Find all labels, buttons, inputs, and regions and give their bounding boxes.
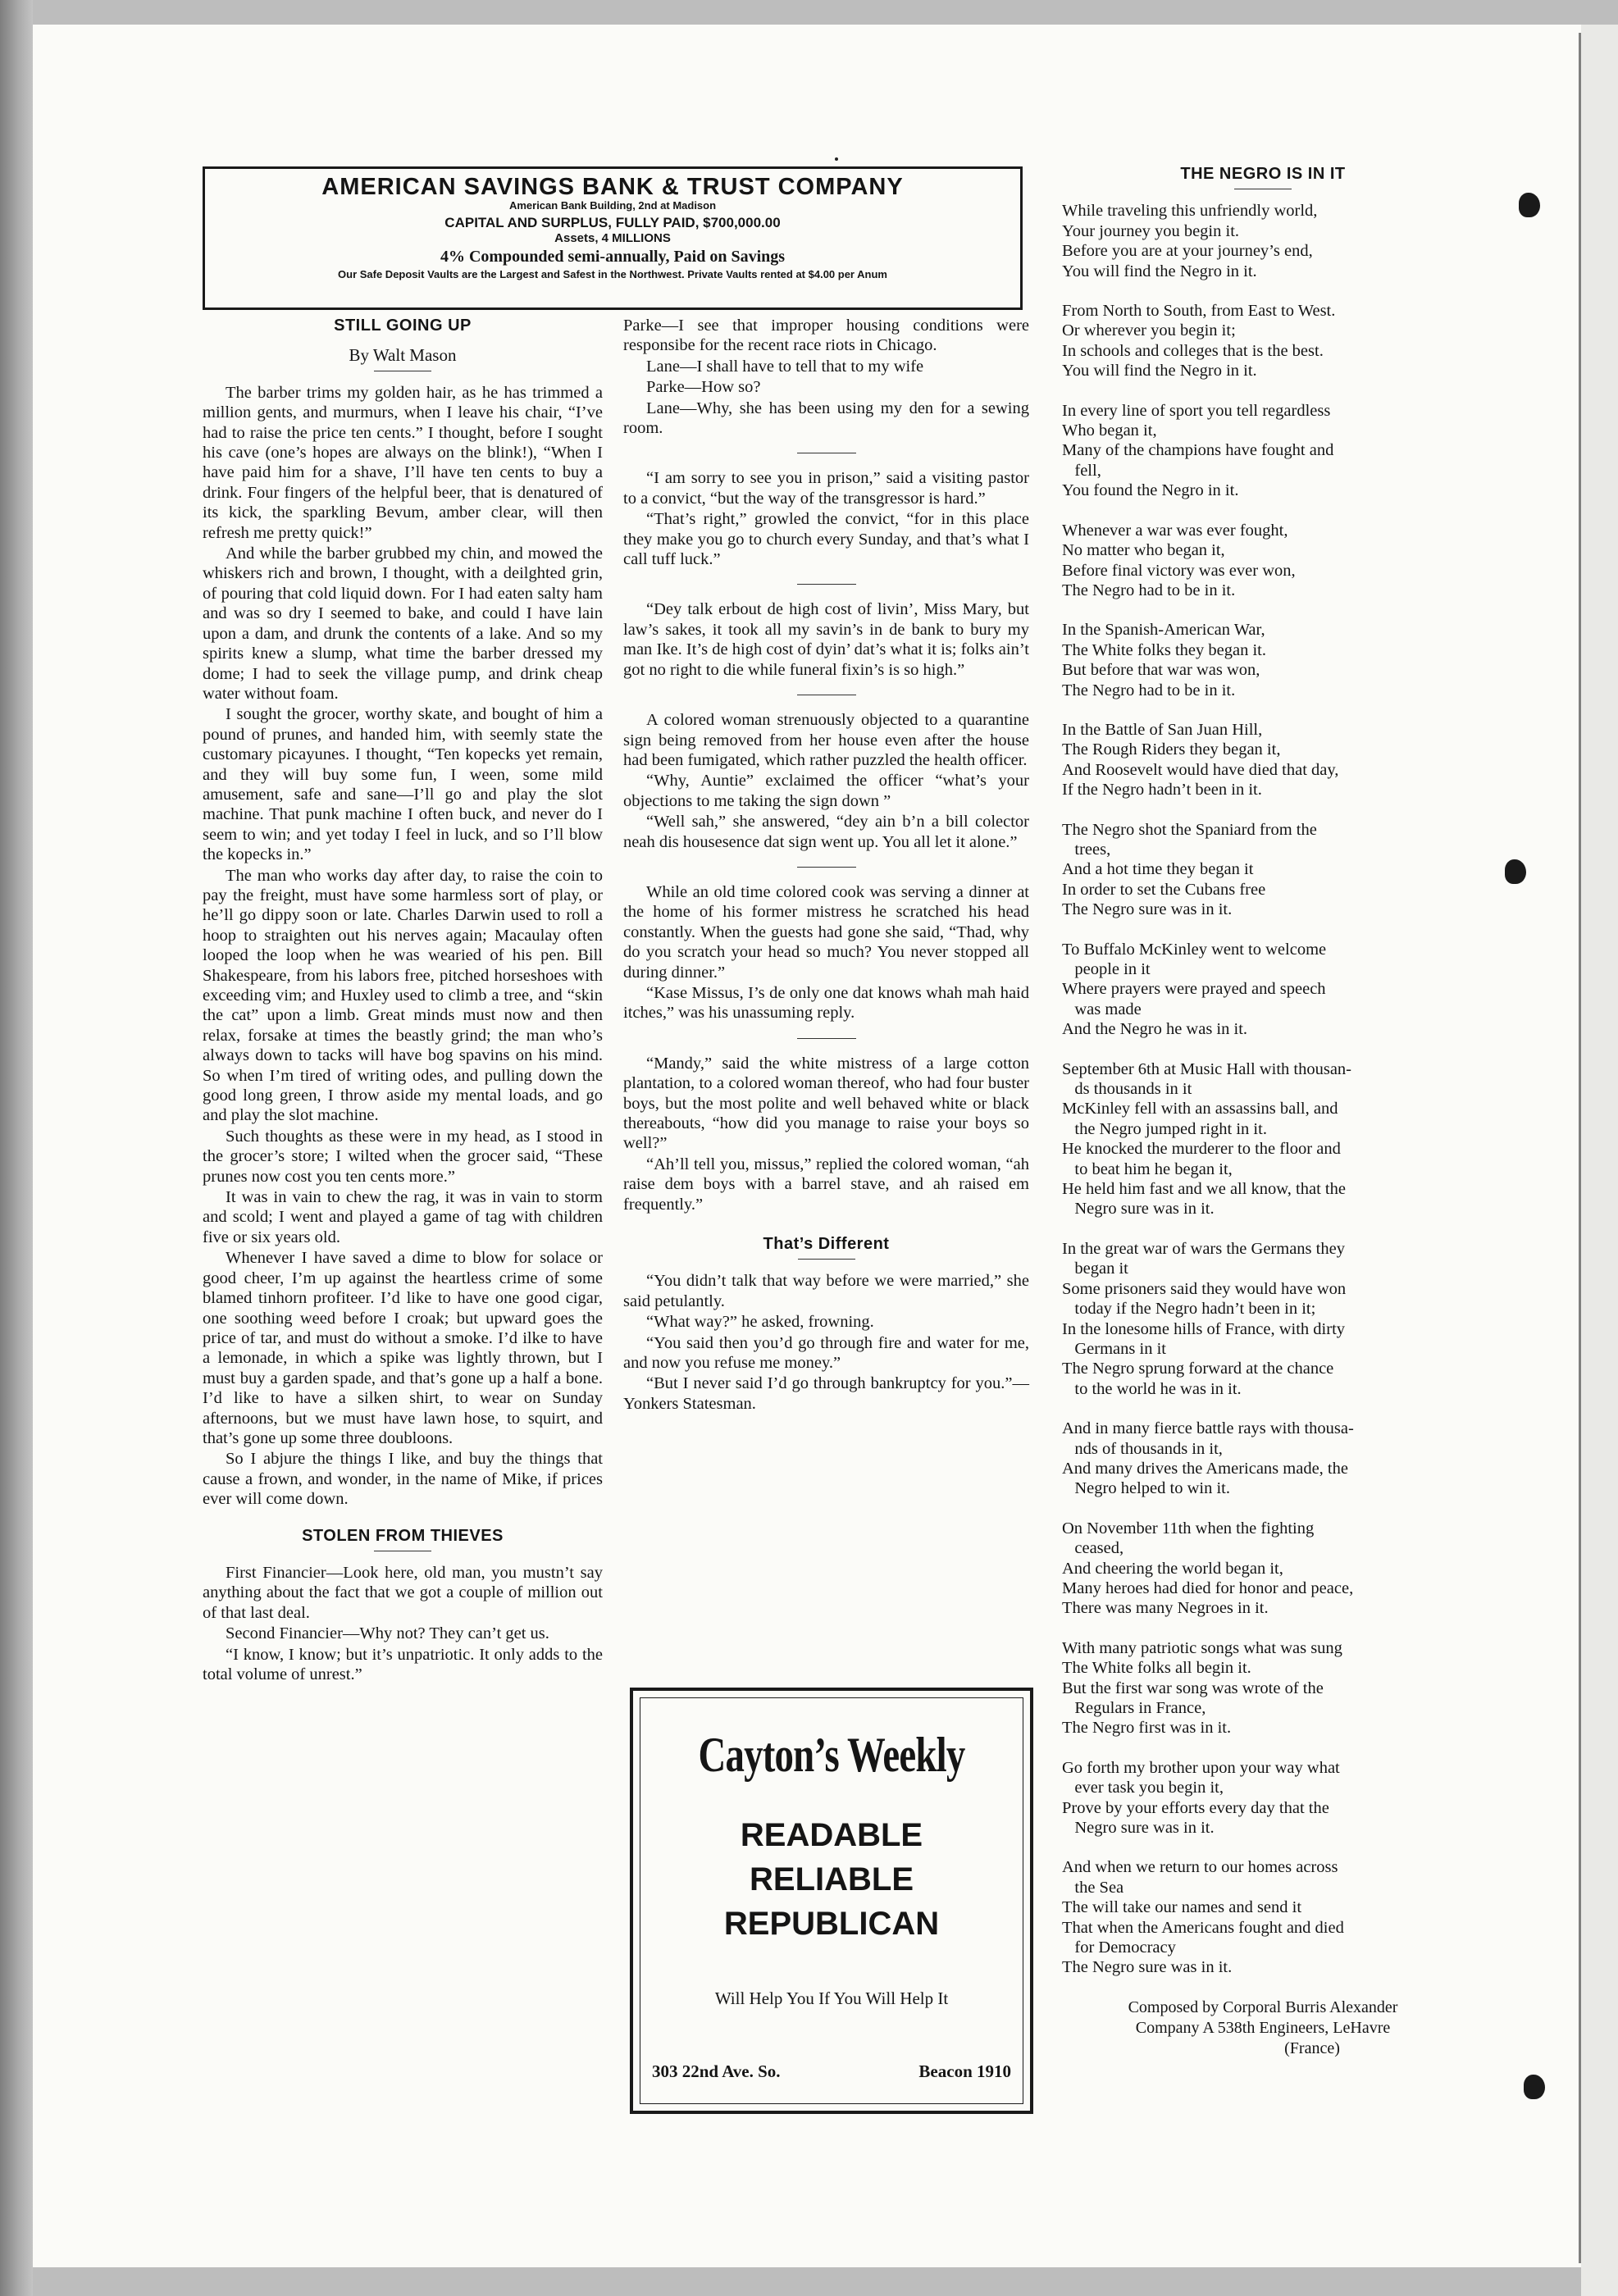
paragraph: Such thoughts as these were in my head, as I stood in the grocer’s store; I wilted when the grocer said, “These prunes now cost you ten cents more.”: [203, 1127, 603, 1186]
ad-word: RELIABLE: [750, 1861, 914, 1897]
poem-line: for Democracy: [1062, 1938, 1176, 1957]
poem-line: The Rough Riders they began it,: [1062, 740, 1281, 759]
article-body: [203, 383, 603, 1510]
joke-item: [623, 316, 1029, 438]
paragraph: So I abjure the things I like, and buy the things that cause a frown, and wonder, in the name of Mike, if prices ever will come down.: [203, 1450, 603, 1509]
bank-advertisement: [203, 166, 1023, 310]
facing-page-edge: [1581, 25, 1618, 2296]
paragraph: Lane—Why, she has been using my den for a sewing room.: [623, 399, 1029, 438]
poem-line: McKinley fell with an assassins ball, and: [1062, 1100, 1338, 1118]
divider: [798, 1259, 855, 1260]
poem-line: That when the Americans fought and died: [1062, 1918, 1344, 1937]
poem-line: The Negro first was in it.: [1062, 1719, 1232, 1738]
poem-stanza: [1062, 1419, 1464, 1499]
poem-line: trees,: [1062, 840, 1111, 859]
poem-line: Negro sure was in it.: [1062, 1819, 1215, 1838]
poem-line: And in many fierce battle rays with thousa-: [1062, 1419, 1354, 1438]
poem-line: Negro helped to win it.: [1062, 1479, 1230, 1498]
poem-line: fell,: [1062, 461, 1101, 480]
poem-stanza: [1062, 1239, 1464, 1399]
poem-line: The White folks all begin it.: [1062, 1659, 1251, 1678]
ink-blot: [1519, 193, 1540, 217]
poem-stanza: [1062, 401, 1464, 501]
poem-line: You will find the Negro in it.: [1062, 262, 1257, 280]
poem-line: But before that war was won,: [1062, 661, 1260, 680]
poem-stanza: [1062, 820, 1464, 920]
poem-line: The Negro sure was in it.: [1062, 900, 1233, 919]
paragraph: And while the barber grubbed my chin, and mowed the whiskers rich and brown, I thought, with a deilghted grin, of pouring that cold liquid down. For I had eaten salty ham and was so dry I seemed to bake, and could I have lain upon a dam, and drunk the contents of a lake. And so my spirits knew a slump, what time the barber dressed my dome; I had to seek the village pump, and drink cheap water without foam.: [203, 544, 603, 703]
poem-line: While traveling this unfriendly world,: [1062, 202, 1318, 221]
poem-line: And many drives the Americans made, the: [1062, 1459, 1348, 1478]
joke-item: [623, 599, 1029, 680]
poem-line: Whenever a war was ever fought,: [1062, 521, 1288, 540]
paragraph: “Dey talk erbout de high cost of livin’, Miss Mary, but law’s sakes, it took all my savin’s in de bank to bury my man Ike. It’s de high cost of dyin’ dat’s what it is; folks ain’t got no right to die while funeral fixin’s is so high.”: [623, 600, 1029, 679]
paragraph: While an old time colored cook was serving a dinner at the home of his former mistress he scratched his head constantly. When the guests had gone she said, “Thad, why do you scratch your head so much? You never stopped all during dinner.”: [623, 882, 1029, 982]
article-title: STILL GOING UP: [334, 317, 472, 335]
poem-line: To Buffalo McKinley went to welcome: [1062, 940, 1327, 959]
poem-line: If the Negro hadn’t been in it.: [1062, 781, 1262, 800]
poem-line: ever task you begin it,: [1062, 1779, 1224, 1797]
poem-line: Many of the champions have fought and: [1062, 441, 1334, 460]
poem-line: The Negro had to be in it.: [1062, 681, 1236, 699]
paragraph: I sought the grocer, worthy skate, and bought of him a pound of prunes, and handed him, with seemly state the customary picayunes. I thought, “Ten kopecks yet remain, and they will buy some fun, I ween, some mild amusement, safe and sane—I’ll go and play the slot machine. That punk machine I often buck, and never do I seem to win; and yet today I feel in luck, and so I’ll blow the kopecks in.”: [203, 705, 603, 864]
paragraph: “Well sah,” she answered, “dey ain b’n a bill colector neah dis housesence dat sign went up. You all let it alone.”: [623, 813, 1029, 851]
ad-word: REPUBLICAN: [723, 1906, 940, 1942]
poem-line: the Sea: [1062, 1878, 1124, 1897]
poem-stanza: [1062, 1758, 1464, 1838]
poem-line: the Negro jumped right in it.: [1062, 1119, 1267, 1138]
poem-line: There was many Negroes in it.: [1062, 1599, 1269, 1618]
credit-line: (France): [1284, 2039, 1340, 2057]
ad-title: AMERICAN SAVINGS BANK & TRUST COMPANY: [321, 174, 904, 200]
poem-line: Germans in it: [1062, 1339, 1166, 1358]
ad-contact-row: [652, 2061, 1011, 2082]
poem-line: The will take our names and send it: [1062, 1898, 1302, 1917]
poem-stanza: [1062, 940, 1464, 1040]
poem-title: THE NEGRO IS IN IT: [1180, 165, 1346, 183]
paragraph: The man who works day after day, to raise the coin to pay the freight, must have some harmless sort of play, or he’ll go dippy soon or late. Charles Darwin used to roll a hoop to straighten out his nerves again; Macaulay often looped the loop when he was wearied of his pen. Bill Shakespeare, from his labors free, pitched horseshoes with exceeding vim; and Huxley used to climb a tree, and “skin the cat” upon a limb. Great minds must now and then relax, forsake at times the beastly grind; the man who’s always down to tacks will have bog spavins on his mind. So when I’m tired of writing odes, and pulling down the good long green, I throw aside my mental loads, and go and play the slot machine.: [203, 866, 603, 1125]
poem-line: to beat him he began it,: [1062, 1159, 1233, 1178]
column-1: [203, 316, 603, 1684]
ad-phone: Beacon 1910: [918, 2061, 1011, 2081]
paragraph: A colored woman strenuously objected to a quarantine sign being removed from her house even after the house had been fumigated, which rather puzzled the health officer.: [623, 711, 1029, 769]
paragraph: Second Financier—Why not? They can’t get us.: [226, 1624, 549, 1643]
paragraph: Parke—How so?: [646, 378, 761, 397]
poem-stanza: [1062, 620, 1464, 700]
poem-stanza: [1062, 301, 1464, 381]
article-title: That’s Different: [763, 1235, 890, 1254]
poem-line: You found the Negro in it.: [1062, 481, 1239, 500]
poem-line: was made: [1062, 1000, 1142, 1018]
poem-line: Some prisoners said they would have won: [1062, 1279, 1347, 1298]
ad-address: 303 22nd Ave. So.: [652, 2061, 781, 2081]
paragraph: First Financier—Look here, old man, you mustn’t say anything about the fact that we got a couple of million out of that last deal.: [203, 1563, 603, 1622]
poem-line: And when we return to our homes across: [1062, 1858, 1338, 1877]
ad-title: Cayton’s Weekly: [698, 1728, 965, 1782]
poem-line: The Negro had to be in it.: [1062, 581, 1236, 599]
divider: [797, 1038, 856, 1039]
page-fold-line: [1579, 33, 1581, 2263]
poem-line: The Negro sure was in it.: [1062, 1958, 1233, 1977]
credit-line: Company A 538th Engineers, LeHavre: [1135, 2018, 1391, 2037]
poem-line: began it: [1062, 1260, 1128, 1278]
paragraph: “You said then you’d go through fire and water for me, and now you refuse me money.”: [623, 1333, 1029, 1373]
poem-line: Regulars in France,: [1062, 1699, 1206, 1717]
poem-line: to the world he was in it.: [1062, 1379, 1242, 1398]
poem-line: In the lonesome hills of France, with dirty: [1062, 1319, 1346, 1338]
joke-item: [623, 710, 1029, 852]
article-body: [623, 1271, 1029, 1414]
poem-line: With many patriotic songs what was sung: [1062, 1638, 1342, 1657]
poem-line: Go forth my brother upon your way what: [1062, 1758, 1340, 1777]
poem-line: From North to South, from East to West.: [1062, 302, 1336, 321]
poem-line: In schools and colleges that is the best.: [1062, 341, 1324, 360]
poem-line: Prove by your efforts every day that the: [1062, 1798, 1329, 1817]
paragraph: “I know, I know; but it’s unpatriotic. It only adds to the total volume of unrest.”: [203, 1645, 603, 1683]
poem-line: He held him fast and we all know, that the: [1062, 1180, 1346, 1199]
poem-line: The Negro sprung forward at the chance: [1062, 1360, 1334, 1378]
poem-line: Many heroes had died for honor and peace,: [1062, 1578, 1354, 1597]
divider: [797, 584, 856, 585]
article-byline: By Walt Mason: [349, 345, 457, 366]
paragraph: Lane—I shall have to tell that to my wife: [646, 357, 924, 376]
paragraph: “But I never said I’d go through bankruptcy for you.”—Yonkers Statesman.: [623, 1374, 1029, 1413]
joke-item: [623, 468, 1029, 569]
poem-line: ds thousands in it: [1062, 1080, 1192, 1099]
poem-line: Who began it,: [1062, 421, 1157, 440]
ad-word: READABLE: [740, 1817, 923, 1853]
ink-speck: [835, 157, 838, 161]
scan-edge: [0, 0, 33, 2296]
poem-stanza: [1062, 1638, 1464, 1738]
poem-line: In the Battle of San Juan Hill,: [1062, 720, 1263, 739]
poem-line: No matter who began it,: [1062, 541, 1225, 560]
ad-interest: 4% Compounded semi-annually, Paid on Savings: [440, 248, 786, 266]
paragraph: “Mandy,” said the white mistress of a large cotton plantation, to a colored woman thereof, who had four buster boys, but the most polite and well behaved white or black thereabouts, “how did you manage to raise your boys so well?”: [623, 1054, 1029, 1153]
poem-line: And Roosevelt would have died that day,: [1062, 760, 1339, 779]
poem-line: ceased,: [1062, 1539, 1124, 1558]
poem-line: The Negro shot the Spaniard from the: [1062, 820, 1317, 839]
poem-line: Your journey you begin it.: [1062, 221, 1240, 240]
poem-line: September 6th at Music Hall with thousan-: [1062, 1059, 1351, 1078]
poem-stanza: [1062, 1857, 1464, 1977]
poem-line: Before final victory was ever won,: [1062, 561, 1296, 580]
paragraph: Whenever I have saved a dime to blow for solace or good cheer, I’m up against the heartless crime of some blamed tinhorn profiteer. I’d like to have one good cigar, one soothing weed before I croak; but upward goes the price of tar, and must do without a smoke. I’d ilke to have a lemonade, in which a spike was lightly thrown, but I must buy a garden spade, and that’s gone up a half a bone. I’d like to have a silken shirt, to wear on Sunday afternoons, but we must have lawn hose, to squirt, and that’s gone up some three doubloons.: [203, 1249, 603, 1447]
poem-stanza: [1062, 1519, 1464, 1619]
paragraph: “I am sorry to see you in prison,” said a visiting pastor to a convict, “but the way of the transgressor is hard.”: [623, 469, 1029, 508]
paragraph: “Kase Missus, I’s de only one dat knows whah mah haid itches,” was his unassuming reply.: [623, 983, 1029, 1023]
paragraph: The barber trims my golden hair, as he has trimmed a million gents, and murmurs, when I leave his chair, “I’ve had to raise the price ten cents.” I thought, before I sought his cave (one’s hopes are always on the blink!), “When I have paid him for a shave, I’ll have ten cents to buy a drink. Four fingers of the helpful beer, that is denatured of its kick, the sparkling Bevum, amber clear, will then refresh me pretty quick!”: [203, 383, 603, 542]
paragraph: “What way?” he asked, frowning.: [646, 1313, 874, 1332]
ad-tagline: Will Help You If You Will Help It: [714, 1988, 949, 2008]
poem-line: On November 11th when the fighting: [1062, 1519, 1315, 1538]
poem-stanza: [1062, 201, 1464, 281]
poem-line: people in it: [1062, 960, 1151, 978]
poem-line: In order to set the Cubans free: [1062, 880, 1266, 899]
ad-capital: CAPITAL AND SURPLUS, FULLY PAID, $700,000.00: [444, 215, 781, 230]
poem-body: [1062, 201, 1464, 1977]
poem-line: Negro sure was in it.: [1062, 1200, 1215, 1219]
article-body: [203, 1563, 603, 1684]
joke-item: [623, 882, 1029, 1023]
divider: [797, 867, 856, 868]
poem-line: And a hot time they began it: [1062, 860, 1254, 879]
poem-line: Where prayers were prayed and speech: [1062, 980, 1326, 999]
paragraph: Parke—I see that improper housing conditions were responsibe for the recent race riots in Chicago.: [623, 317, 1029, 355]
poem-stanza: [1062, 521, 1464, 601]
ad-assets: Assets, 4 MILLIONS: [554, 231, 671, 245]
poem-line: today if the Negro hadn’t been in it;: [1062, 1300, 1316, 1319]
paragraph: “That’s right,” growled the convict, “for in this place they make you go to church every Sunday, and that’s what I call tuff luck.”: [623, 510, 1029, 569]
paragraph: “Why, Auntie” exclaimed the officer “what’s your objections to me taking the sign down ”: [623, 772, 1029, 810]
caytons-weekly-ad: [630, 1688, 1033, 2114]
poem-line: Or wherever you begin it;: [1062, 321, 1236, 340]
poem-stanza: [1062, 720, 1464, 800]
poem-stanza: [1062, 1059, 1464, 1219]
poem-line: In every line of sport you tell regardless: [1062, 401, 1331, 420]
column-3: [1062, 164, 1464, 2059]
column-2: [623, 316, 1029, 1414]
poem-line: He knocked the murderer to the floor and: [1062, 1140, 1341, 1159]
poem-line: In the Spanish-American War,: [1062, 621, 1265, 640]
ad-address: American Bank Building, 2nd at Madison: [508, 199, 717, 212]
poem-line: In the great war of wars the Germans they: [1062, 1239, 1345, 1258]
article-title: STOLEN FROM THIEVES: [302, 1526, 504, 1545]
paragraph: “Ah’ll tell you, missus,” replied the colored woman, “ah raise dem boys with a barrel stave, and ah raised em frequently.”: [623, 1155, 1029, 1214]
poem-credit: [1062, 1998, 1464, 2059]
poem-line: And the Negro he was in it.: [1062, 1020, 1248, 1039]
poem-line: Before you are at your journey’s end,: [1062, 242, 1313, 261]
credit-line: Composed by Corporal Burris Alexander: [1128, 1998, 1398, 2016]
ink-blot: [1524, 2075, 1545, 2099]
joke-item: [623, 1054, 1029, 1214]
ad-vaults: Our Safe Deposit Vaults are the Largest and Safest in the Northwest. Private Vaults rented at $4.00 per Anum: [338, 268, 887, 280]
paragraph: It was in vain to chew the rag, it was in vain to storm and scold; I went and played a game of tag with children five or six years old.: [203, 1188, 603, 1246]
poem-line: And cheering the world began it,: [1062, 1559, 1283, 1578]
poem-line: nds of thousands in it,: [1062, 1439, 1223, 1458]
poem-line: The White folks they began it.: [1062, 640, 1266, 659]
poem-line: You will find the Negro in it.: [1062, 362, 1257, 380]
ink-blot: [1505, 859, 1526, 884]
poem-line: But the first war song was wrote of the: [1062, 1679, 1324, 1697]
paragraph: “You didn’t talk that way before we were married,” she said petulantly.: [623, 1272, 1029, 1310]
ad-inner-border: [640, 1697, 1023, 2104]
